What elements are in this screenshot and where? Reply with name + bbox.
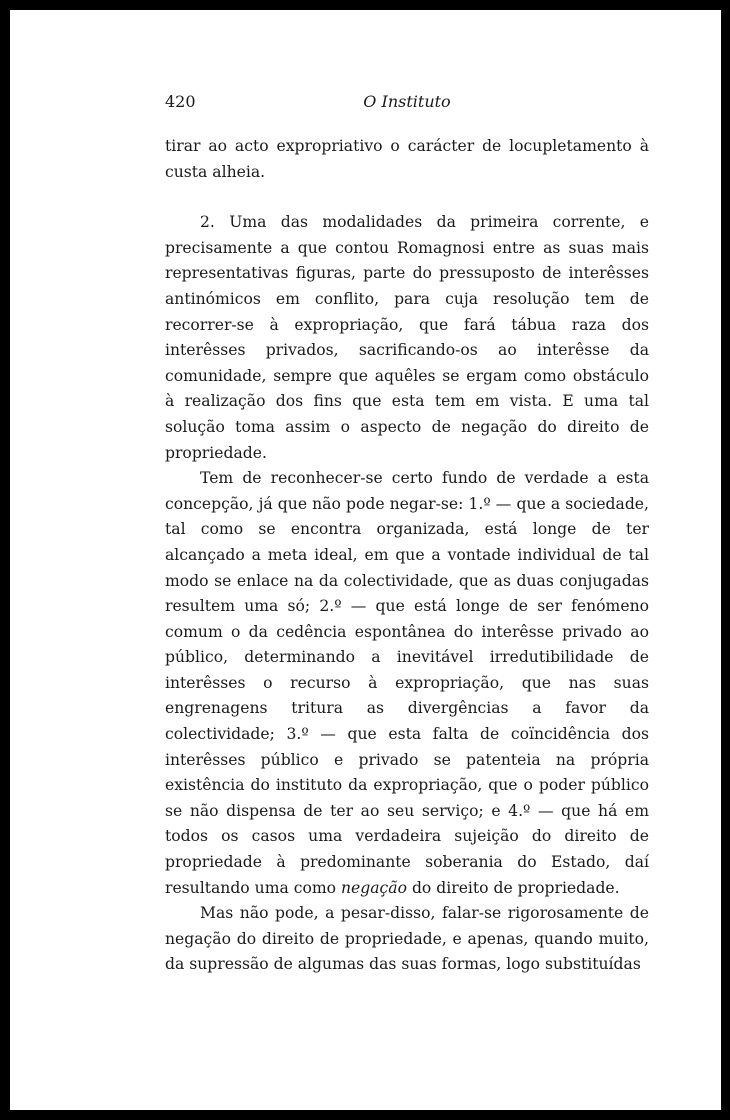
paragraph: 2. Uma das modalidades da primeira corrente, e precisamente a que contou Romagnosi entre as suas mais representativas figuras, parte do pressuposto de interêsses antinómicos em conflito, para cuja resolução tem de recorrer-se à expropriação, que fará tábua raza dos interêsses privados, sacrificando-os ao interêsse da comunidade, sempre que aquêles se ergam como obstáculo à realização dos fins que esta tem em vista. E uma tal solução toma assim o aspecto de negação do direito de propriedade. (165, 213, 649, 462)
paragraph: tirar ao acto expropriativo o carácter de locupletamento à custa alheia. (165, 137, 649, 181)
paragraph-tail: do direito de propriedade. (406, 878, 620, 897)
paragraph: Mas não pode, a pesar-disso, falar-se rigorosamente de negação do direito de propriedade, e apenas, quando muito, da supressão de algumas das suas formas, logo substituídas (165, 904, 649, 974)
paragraph (165, 466, 649, 901)
paragraph-text: Tem de reconhecer-se certo fundo de verdade a esta concepção, já que não pode negar-se: 1.º — que a sociedade, tal como se encontra organizada, está longe de ter alcançado a meta ideal, em que a vontade individual de tal modo se enlace na da colectividade, que as duas conjugadas resultem uma só; 2.º — que está longe de ser fenómeno comum o da cedência espontânea do interêsse privado ao público, determinando a inevitável irredutibilidade de interêsses o recurso à expropriação, que nas suas engrenagens tritura as divergências a favor da colectividade; 3.º — que esta falta de coïncidência dos interêsses público e privado se patenteia na própria existência do instituto da expropriação, que o poder público se não dispensa de ter ao seu serviço; e 4.º — que há em todos os casos uma verdadeira sujeição do direito de propriedade à predominante soberania do Estado, daí resultando uma como (165, 469, 649, 897)
page-number: 420 (165, 92, 196, 111)
body-text (165, 134, 649, 978)
document-page (10, 10, 721, 1110)
italic-term: negação (341, 878, 407, 897)
running-title: O Instituto (363, 92, 451, 111)
page-header (165, 92, 649, 116)
